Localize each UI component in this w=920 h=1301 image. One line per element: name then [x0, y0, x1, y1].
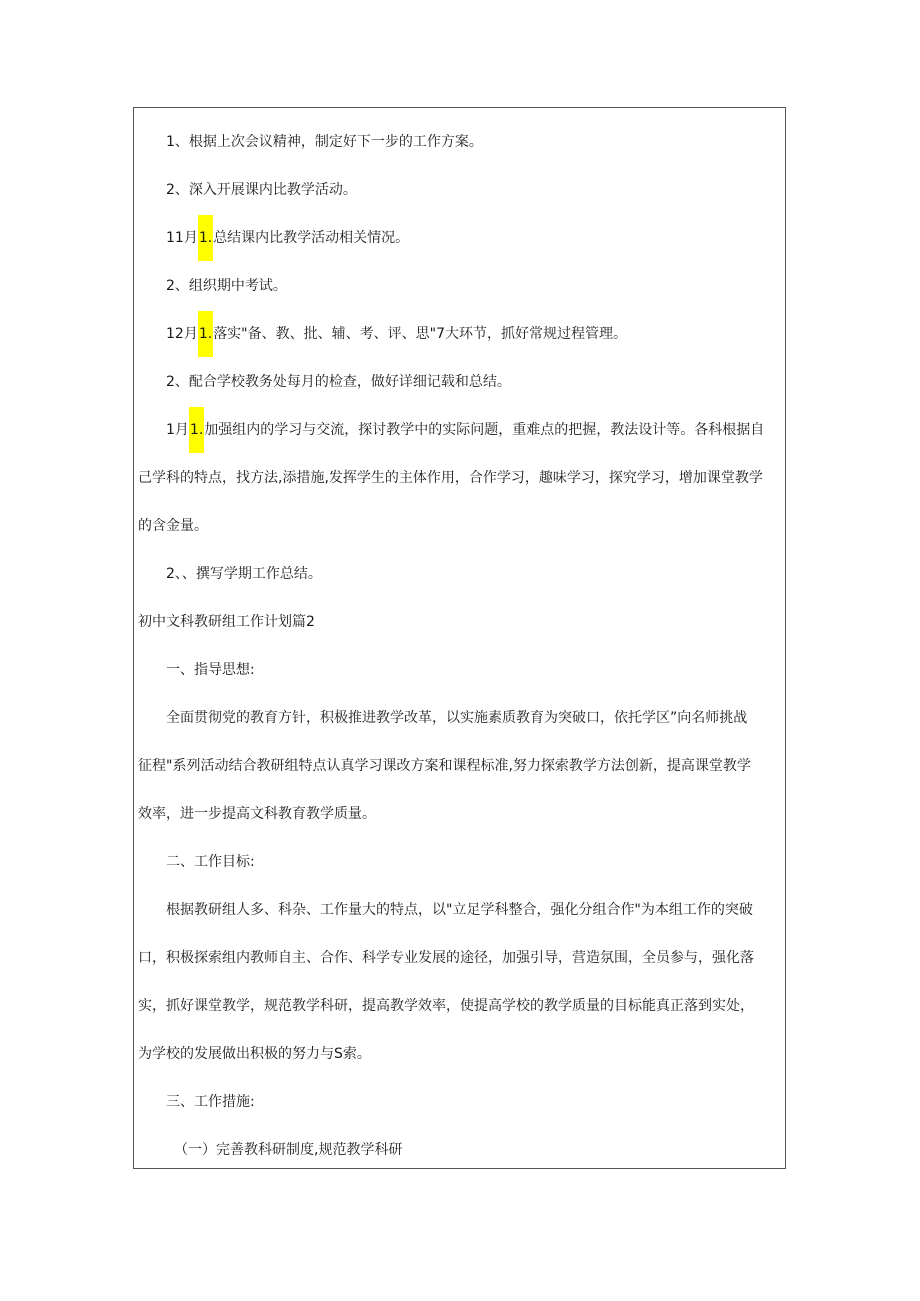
subheading: （一）完善教科研制度,规范教学科研	[174, 1142, 403, 1158]
text-line: 实，抓好课堂教学，规范教学科研，提高教学效率，使提高学校的教学质量的目标能真正落到实处，	[138, 998, 754, 1014]
text-line: 己学科的特点，找方法,添措施,发挥学生的主体作用，合作学习，趣味学习，探究学习，增加课堂教学	[138, 470, 763, 486]
line-text: 落实"备、教、批、辅、考、评、思"7大环节，抓好常规过程管理。	[213, 326, 627, 342]
highlight-mark: 1.	[198, 215, 213, 261]
month-label: 12月	[166, 326, 198, 342]
text-line: 1、根据上次会议精神，制定好下一步的工作方案。	[166, 134, 483, 150]
heading: 三、工作措施:	[166, 1094, 255, 1110]
text-line	[166, 324, 627, 344]
text-line	[166, 420, 764, 440]
text-line: 为学校的发展做出积极的努力与S索。	[138, 1046, 371, 1062]
text-line: 2、、撰写学期工作总结。	[166, 566, 322, 582]
line-text: 加强组内的学习与交流，探讨教学中的实际问题，重难点的把握，教法设计等。各科根据自	[204, 422, 765, 438]
heading: 一、指导思想:	[166, 662, 255, 678]
text-line: 口，积极探索组内教师自主、合作、科学专业发展的途径，加强引导，营造氛围，全员参与，强化落	[138, 950, 754, 966]
text-line: 2、配合学校教务处每月的检查，做好详细记载和总结。	[166, 374, 511, 390]
text-line	[166, 228, 409, 248]
highlight-mark: 1.	[189, 407, 204, 453]
text-line: 效率，进一步提高文科教育教学质量。	[138, 806, 376, 822]
month-label: 11月	[166, 230, 198, 246]
text-line: 根据教研组人多、科杂、工作量大的特点，以"立足学科整合，强化分组合作"为本组工作的突破	[166, 902, 753, 918]
document-frame	[133, 107, 786, 1169]
text-line: 的含金量。	[138, 518, 208, 534]
month-label: 1月	[166, 422, 189, 438]
line-text: 总结课内比教学活动相关情况。	[213, 230, 410, 246]
text-line: 2、深入开展课内比教学活动。	[166, 182, 357, 198]
text-line: 2、组织期中考试。	[166, 278, 287, 294]
text-line: 全面贯彻党的教育方针，积极推进教学改革，以实施素质教育为突破口，依托学区”向名师挑战	[166, 710, 748, 726]
text-line: 征程"系列活动结合教研组特点认真学习课改方案和课程标准,努力探索教学方法创新，提高课堂教学	[138, 758, 751, 774]
highlight-mark: 1.	[198, 311, 213, 357]
section-title: 初中文科教研组工作计划篇2	[138, 614, 315, 630]
heading: 二、工作目标:	[166, 854, 255, 870]
